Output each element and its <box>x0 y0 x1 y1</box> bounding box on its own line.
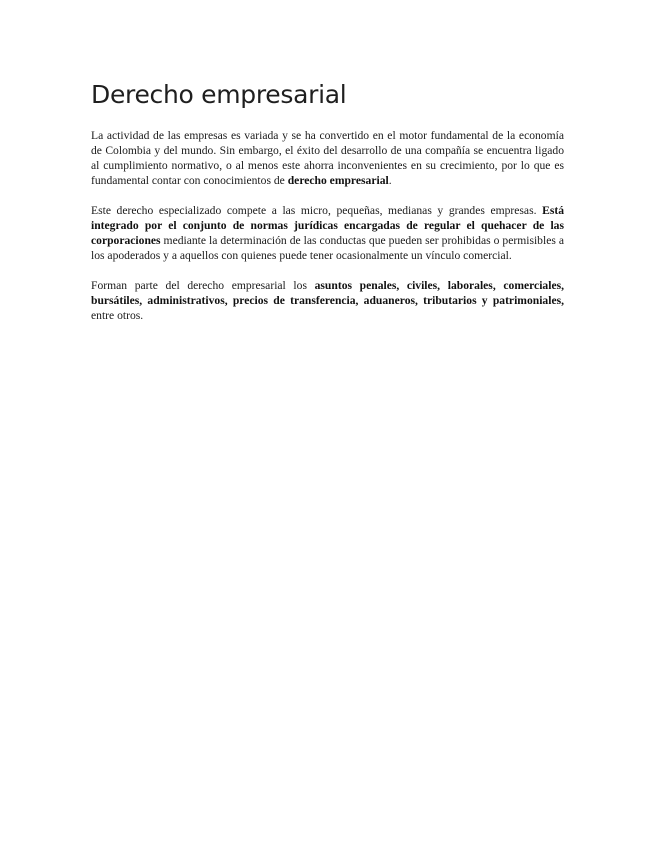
paragraph-1 <box>91 128 564 188</box>
paragraph-3-text: Forman parte del derecho empresarial los <box>91 279 315 292</box>
paragraph-2-text: Este derecho especializado compete a las micro, pequeñas, medianas y grandes empresas. <box>91 204 543 217</box>
page-title: Derecho empresarial <box>91 80 347 109</box>
paragraph-3-end: entre otros. <box>91 309 144 322</box>
document-content <box>91 78 564 338</box>
paragraph-1-text: La actividad de las empresas es variada y se ha convertido en el motor fundamental de la economía de Colombia y del mundo. Sin embargo, el éxito del desarrollo de una compañía se encuentra ligado al cumplimiento normativo, o al menos este ahorra inconvenientes en su crecimiento, por lo que es fundamental contar con conocimientos de <box>91 129 564 187</box>
paragraph-3 <box>91 278 564 323</box>
paragraph-1-bold: derecho empresarial <box>287 174 389 187</box>
paragraph-2-bold: Está integrado por el conjunto de normas jurídicas encargadas de regular el quehacer de las corporaciones <box>91 204 564 247</box>
paragraph-3-bold: asuntos penales, civiles, laborales, comerciales, bursátiles, administrativos, precios de transferencia, aduaneros, tributarios y patrimoniales, <box>91 279 564 307</box>
paragraph-1-end: . <box>388 174 392 187</box>
paragraph-2 <box>91 203 564 263</box>
paragraph-2-end: mediante la determinación de las conductas que pueden ser prohibidas o permisibles a los apoderados y a aquellos con quienes puede tener ocasionalmente un vínculo comercial. <box>91 234 564 262</box>
